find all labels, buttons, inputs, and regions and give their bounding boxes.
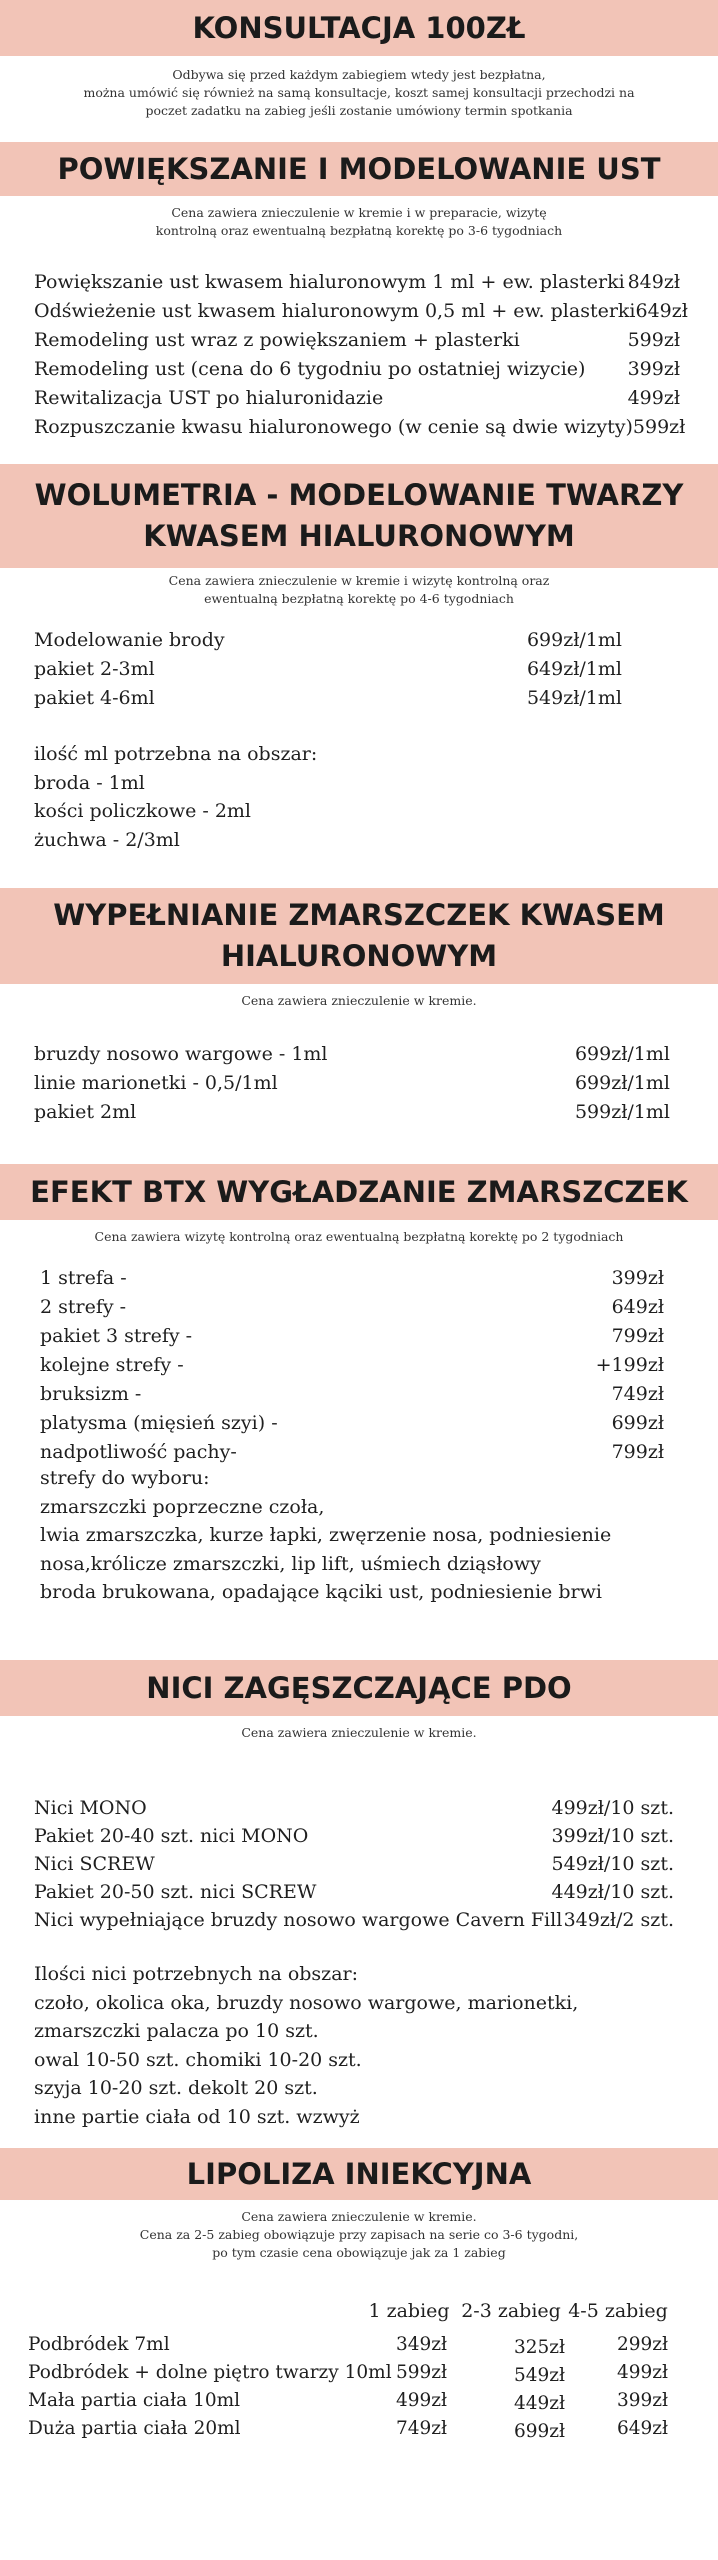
list-item: Rozpuszczanie kwasu hialuronowego (w cenie są dwie wizyty) 599zł — [34, 416, 686, 438]
btx-price-list — [40, 1264, 664, 1468]
wrinkles-price-list — [34, 1040, 670, 1130]
column-header: 1 zabieg — [368, 2300, 450, 2322]
list-item: Powiększanie ust kwasem hialuronowym 1 ml + ew. plasterki 849zł — [34, 271, 680, 293]
list-item: Nici MONO 499zł/10 szt. — [34, 1797, 674, 1819]
table-row-label: Mała partia ciała 10ml — [28, 2390, 241, 2411]
list-item: bruksizm - 749zł — [40, 1383, 664, 1405]
section-header-consultation — [0, 0, 718, 56]
table-cell: 649zł — [617, 2418, 669, 2439]
table-cell: 349zł — [396, 2334, 448, 2355]
table-cell: 599zł — [396, 2362, 448, 2383]
table-row-label: Podbródek + dolne piętro twarzy 10ml — [28, 2362, 392, 2383]
table-cell: 449zł — [514, 2393, 566, 2414]
list-item: linie marionetki - 0,5/1ml 699zł/1ml — [34, 1072, 670, 1094]
pdo-title: NICI ZAGĘSZCZAJĄCE PDO — [146, 1670, 572, 1705]
list-item: Remodeling ust (cena do 6 tygodniu po ostatniej wizycie) 399zł — [34, 358, 680, 380]
section-header-wrinkles — [0, 888, 718, 984]
btx-note: Cena zawiera wizytę kontrolną oraz ewentualną bezpłatną korektę po 2 tygodniach — [94, 1229, 624, 1244]
table-cell: 549zł — [514, 2365, 566, 2386]
list-item: pakiet 2-3ml 649zł/1ml — [34, 658, 622, 680]
wrinkles-title-line1: WYPEŁNIANIE ZMARSZCZEK KWASEM — [53, 898, 665, 932]
pdo-price-list — [34, 1794, 674, 1944]
list-item: Rewitalizacja UST po hialuronidazie 499zł — [34, 387, 680, 409]
list-item: Modelowanie brody 699zł/1ml — [34, 629, 622, 651]
consultation-title: KONSULTACJA 100ZŁ — [192, 10, 526, 45]
table-row-label: Duża partia ciała 20ml — [28, 2418, 241, 2439]
volumetry-price-list — [34, 626, 622, 716]
volumetry-areas: ilość ml potrzebna na obszar: broda - 1ml kości policzkowe - 2ml żuchwa - 2/3ml — [34, 743, 318, 851]
section-header-btx — [0, 1164, 718, 1220]
list-item: Nici wypełniające bruzdy nosowo wargowe Cavern Fill 349zł/2 szt. — [34, 1909, 674, 1931]
lips-title: POWIĘKSZANIE I MODELOWANIE UST — [57, 151, 661, 186]
btx-zones: strefy do wyboru: zmarszczki poprzeczne czoła, lwia zmarszczka, kurze łapki, zwęrzenie nosa, podniesienie nosa,królicze zmarszczki, lip lift, uśmiech dziąsłowy broda brukowana, opadające kąciki ust, podniesienie brwi — [40, 1467, 612, 1603]
column-header: 2-3 zabieg — [461, 2300, 561, 2322]
btx-title: EFEKT BTX WYGŁADZANIE ZMARSZCZEK — [30, 1174, 688, 1209]
list-item: Nici SCREW 549zł/10 szt. — [34, 1853, 674, 1875]
section-header-lipolysis — [0, 2148, 718, 2200]
wrinkles-note: Cena zawiera znieczulenie w kremie. — [241, 993, 477, 1008]
wrinkles-title-line2: HIALURONOWYM — [220, 939, 498, 973]
list-item: Odświeżenie ust kwasem hialuronowym 0,5 ml + ew. plasterki 649zł — [34, 300, 688, 322]
list-item: Remodeling ust wraz z powiększaniem + plasterki 599zł — [34, 329, 680, 351]
column-header: 4-5 zabieg — [568, 2300, 668, 2322]
list-item: 2 strefy - 649zł — [40, 1296, 664, 1318]
list-item: kolejne strefy - +199zł — [40, 1354, 664, 1376]
table-cell: 325zł — [514, 2337, 566, 2358]
table-cell: 699zł — [514, 2421, 566, 2442]
pdo-note: Cena zawiera znieczulenie w kremie. — [241, 1725, 477, 1740]
volumetry-note: Cena zawiera znieczulenie w kremie i wizytę kontrolną oraz ewentualną bezpłatną korektę po 4-6 tygodniach — [168, 573, 550, 606]
list-item: pakiet 4-6ml 549zł/1ml — [34, 687, 622, 709]
section-header-volumetry — [0, 464, 718, 568]
lipolysis-note: Cena zawiera znieczulenie w kremie. Cena za 2-5 zabieg obowiązuje przy zapisach na serie co 3-6 tygodni, po tym czasie cena obowiązuje jak za 1 zabieg — [139, 2209, 579, 2260]
list-item: 1 strefa - 399zł — [40, 1267, 664, 1289]
table-row-label: Podbródek 7ml — [28, 2334, 170, 2355]
lips-price-list — [34, 268, 688, 448]
lipolysis-title: LIPOLIZA INIEKCYJNA — [186, 2156, 532, 2191]
list-item: pakiet 3 strefy - 799zł — [40, 1325, 664, 1347]
volumetry-title-line1: WOLUMETRIA - MODELOWANIE TWARZY — [34, 478, 684, 512]
list-item: pakiet 2ml 599zł/1ml — [34, 1101, 670, 1123]
table-cell: 499zł — [396, 2390, 448, 2411]
table-cell: 299zł — [617, 2334, 669, 2355]
table-cell: 399zł — [617, 2390, 669, 2411]
list-item: nadpotliwość pachy- 799zł — [40, 1441, 664, 1463]
lips-note: Cena zawiera znieczulenie w kremie i w preparacie, wizytę kontrolną oraz ewentualną bezpłatną korektę po 3-6 tygodniach — [155, 205, 563, 238]
section-header-pdo — [0, 1660, 718, 1716]
volumetry-title-line2: KWASEM HIALURONOWYM — [143, 519, 575, 553]
section-header-lips — [0, 142, 718, 196]
table-cell: 749zł — [396, 2418, 448, 2439]
consultation-note: Odbywa się przed każdym zabiegiem wtedy jest bezpłatna, można umówić się również na samą konsultacje, koszt samej konsultacji przechodzi na poczet zadatku na zabieg jeśli zostanie umówiony termin spotkania — [83, 67, 635, 118]
table-cell: 499zł — [617, 2362, 669, 2383]
list-item: bruzdy nosowo wargowe - 1ml 699zł/1ml — [34, 1043, 670, 1065]
list-item: platysma (mięsień szyi) - 699zł — [40, 1412, 664, 1434]
pdo-amounts: Ilości nici potrzebnych na obszar: czoło, okolica oka, bruzdy nosowo wargowe, marionetki, zmarszczki palacza po 10 szt. owal 10-50 szt. chomiki 10-20 szt. szyja 10-20 szt. dekolt 20 szt. inne partie ciała od 10 szt. wzwyż — [34, 1963, 579, 2128]
list-item: Pakiet 20-40 szt. nici MONO 399zł/10 szt. — [34, 1825, 674, 1847]
list-item: Pakiet 20-50 szt. nici SCREW 449zł/10 szt. — [34, 1881, 674, 1903]
